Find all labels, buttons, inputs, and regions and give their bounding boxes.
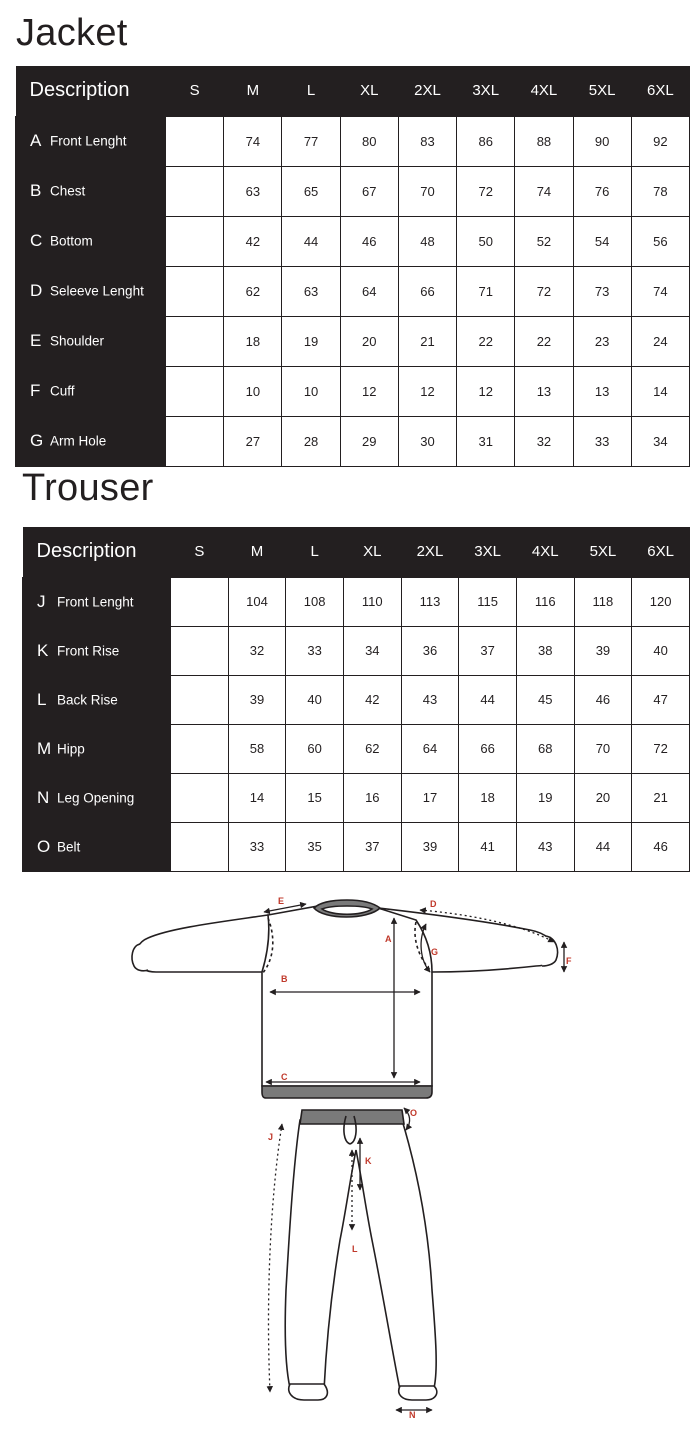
size-value-cell: 16 <box>343 773 401 822</box>
size-value-cell: 118 <box>574 577 632 626</box>
size-value-cell <box>166 116 224 166</box>
size-value-cell <box>166 416 224 466</box>
row-label: Back Rise <box>57 692 118 707</box>
size-value-cell <box>171 626 229 675</box>
table-row <box>23 773 690 822</box>
size-value-cell: 19 <box>516 773 574 822</box>
row-description <box>16 166 166 216</box>
size-value-cell: 44 <box>459 675 517 724</box>
diagram-label-e: E <box>278 896 285 906</box>
size-value-cell: 27 <box>224 416 282 466</box>
size-value-cell: 83 <box>398 116 456 166</box>
size-value-cell: 13 <box>515 366 573 416</box>
size-value-cell: 37 <box>459 626 517 675</box>
row-letter: M <box>37 738 52 758</box>
size-value-cell: 44 <box>282 216 340 266</box>
size-value-cell: 28 <box>282 416 340 466</box>
size-value-cell: 90 <box>573 116 631 166</box>
jacket-left-sleeve <box>136 915 269 972</box>
size-value-cell: 21 <box>398 316 456 366</box>
size-value-cell: 35 <box>286 822 344 871</box>
size-value-cell: 22 <box>515 316 573 366</box>
row-label: Hipp <box>57 741 85 756</box>
size-value-cell: 66 <box>459 724 517 773</box>
size-value-cell: 10 <box>224 366 282 416</box>
column-header-l: L <box>282 66 340 116</box>
size-value-cell: 42 <box>343 675 401 724</box>
size-value-cell: 74 <box>515 166 573 216</box>
size-value-cell: 71 <box>457 266 515 316</box>
row-letter: A <box>30 131 42 150</box>
size-value-cell: 29 <box>340 416 398 466</box>
row-description <box>23 675 171 724</box>
size-value-cell: 30 <box>398 416 456 466</box>
table-row <box>23 724 690 773</box>
column-header-description: Description <box>16 66 166 116</box>
jacket-collar-inner <box>322 906 372 914</box>
size-value-cell: 17 <box>401 773 459 822</box>
table-row <box>16 266 690 316</box>
size-value-cell: 64 <box>340 266 398 316</box>
size-value-cell: 46 <box>574 675 632 724</box>
size-value-cell: 39 <box>228 675 286 724</box>
size-value-cell: 74 <box>224 116 282 166</box>
size-value-cell: 116 <box>516 577 574 626</box>
size-value-cell: 60 <box>286 724 344 773</box>
row-label: Cuff <box>50 383 75 399</box>
diagram-label-d: D <box>430 899 437 909</box>
row-description <box>23 822 171 871</box>
size-value-cell: 18 <box>459 773 517 822</box>
size-value-cell: 70 <box>398 166 456 216</box>
row-letter: K <box>37 640 49 660</box>
size-value-cell: 44 <box>574 822 632 871</box>
table-row <box>23 822 690 871</box>
size-value-cell: 33 <box>573 416 631 466</box>
size-value-cell: 33 <box>228 822 286 871</box>
column-header-s: S <box>171 527 229 577</box>
size-value-cell: 63 <box>224 166 282 216</box>
column-header-2xl: 2XL <box>398 66 456 116</box>
size-value-cell: 113 <box>401 577 459 626</box>
jacket-size-table <box>15 66 690 467</box>
column-header-xl: XL <box>340 66 398 116</box>
size-value-cell: 41 <box>459 822 517 871</box>
row-letter: B <box>30 181 42 200</box>
size-value-cell: 32 <box>515 416 573 466</box>
size-value-cell: 46 <box>340 216 398 266</box>
size-value-cell: 115 <box>459 577 517 626</box>
size-value-cell <box>166 166 224 216</box>
size-value-cell <box>166 266 224 316</box>
table-row <box>16 116 690 166</box>
size-value-cell <box>171 822 229 871</box>
size-value-cell: 23 <box>573 316 631 366</box>
row-label: Shoulder <box>50 333 105 349</box>
row-label: Front Rise <box>57 643 120 658</box>
size-value-cell: 14 <box>631 366 689 416</box>
diagram-label-j: J <box>268 1132 274 1142</box>
size-value-cell: 78 <box>631 166 689 216</box>
size-value-cell: 39 <box>574 626 632 675</box>
size-value-cell: 43 <box>516 822 574 871</box>
diagram-label-a: A <box>385 934 392 944</box>
table-row <box>16 416 690 466</box>
diagram-label-g: G <box>431 947 439 957</box>
column-header-4xl: 4XL <box>516 527 574 577</box>
row-description <box>16 366 166 416</box>
diagram-label-b: B <box>281 974 288 984</box>
row-letter: N <box>37 787 50 807</box>
row-description <box>23 577 171 626</box>
size-value-cell: 18 <box>224 316 282 366</box>
size-value-cell: 80 <box>340 116 398 166</box>
size-value-cell: 92 <box>631 116 689 166</box>
row-description <box>16 316 166 366</box>
jacket-header-row <box>16 66 690 116</box>
column-header-4xl: 4XL <box>515 66 573 116</box>
size-value-cell: 38 <box>516 626 574 675</box>
size-value-cell: 70 <box>574 724 632 773</box>
size-value-cell: 68 <box>516 724 574 773</box>
row-letter: L <box>37 689 47 709</box>
size-value-cell: 10 <box>282 366 340 416</box>
row-description <box>23 724 171 773</box>
size-value-cell: 64 <box>401 724 459 773</box>
size-value-cell <box>171 773 229 822</box>
size-value-cell: 62 <box>343 724 401 773</box>
column-header-l: L <box>286 527 344 577</box>
row-label: Seleeve Lenght <box>50 283 144 299</box>
size-value-cell: 47 <box>632 675 690 724</box>
size-value-cell: 50 <box>457 216 515 266</box>
column-header-3xl: 3XL <box>457 66 515 116</box>
size-value-cell: 22 <box>457 316 515 366</box>
size-value-cell: 104 <box>228 577 286 626</box>
measure-line-j <box>269 1124 283 1392</box>
size-value-cell: 120 <box>632 577 690 626</box>
size-value-cell: 12 <box>398 366 456 416</box>
size-value-cell <box>171 577 229 626</box>
diagram-label-n: N <box>409 1410 416 1420</box>
row-letter: O <box>37 836 51 856</box>
trouser-outline <box>285 1120 436 1390</box>
size-value-cell: 66 <box>398 266 456 316</box>
size-value-cell: 63 <box>282 266 340 316</box>
row-label: Leg Opening <box>57 790 135 805</box>
row-description <box>16 266 166 316</box>
row-label: Front Lenght <box>50 133 127 149</box>
table-row <box>23 577 690 626</box>
trouser-waistband <box>300 1110 404 1124</box>
column-header-5xl: 5XL <box>574 527 632 577</box>
row-description <box>23 773 171 822</box>
size-value-cell: 20 <box>574 773 632 822</box>
size-value-cell: 73 <box>573 266 631 316</box>
column-header-description: Description <box>23 527 171 577</box>
table-row <box>16 216 690 266</box>
size-value-cell: 20 <box>340 316 398 366</box>
column-header-5xl: 5XL <box>573 66 631 116</box>
row-label: Bottom <box>50 233 93 249</box>
size-value-cell: 19 <box>282 316 340 366</box>
size-value-cell: 40 <box>632 626 690 675</box>
column-header-2xl: 2XL <box>401 527 459 577</box>
row-description <box>16 116 166 166</box>
size-value-cell: 45 <box>516 675 574 724</box>
size-value-cell: 31 <box>457 416 515 466</box>
table-row <box>23 675 690 724</box>
column-header-m: M <box>224 66 282 116</box>
jacket-drawing <box>132 900 558 1098</box>
size-value-cell: 32 <box>228 626 286 675</box>
size-value-cell: 77 <box>282 116 340 166</box>
size-value-cell: 110 <box>343 577 401 626</box>
size-value-cell: 43 <box>401 675 459 724</box>
measure-line-o <box>404 1108 410 1130</box>
row-letter: J <box>37 591 46 611</box>
size-value-cell: 36 <box>401 626 459 675</box>
size-value-cell: 72 <box>632 724 690 773</box>
jacket-body <box>262 906 432 1086</box>
size-value-cell: 15 <box>286 773 344 822</box>
row-letter: G <box>30 431 44 450</box>
table-row <box>23 626 690 675</box>
trouser-right-cuff <box>399 1386 437 1400</box>
size-value-cell: 48 <box>398 216 456 266</box>
size-value-cell: 37 <box>343 822 401 871</box>
size-value-cell: 108 <box>286 577 344 626</box>
size-value-cell: 21 <box>632 773 690 822</box>
size-value-cell: 74 <box>631 266 689 316</box>
row-label: Arm Hole <box>50 433 107 449</box>
column-header-3xl: 3XL <box>459 527 517 577</box>
size-value-cell <box>171 675 229 724</box>
row-letter: E <box>30 331 42 350</box>
size-value-cell: 40 <box>286 675 344 724</box>
diagram-label-o: O <box>410 1108 418 1118</box>
size-value-cell: 12 <box>340 366 398 416</box>
row-letter: D <box>30 281 43 300</box>
size-value-cell: 39 <box>401 822 459 871</box>
size-value-cell: 58 <box>228 724 286 773</box>
row-label: Belt <box>57 839 81 854</box>
size-value-cell <box>166 366 224 416</box>
size-value-cell: 62 <box>224 266 282 316</box>
size-value-cell <box>171 724 229 773</box>
size-value-cell: 65 <box>282 166 340 216</box>
row-letter: F <box>30 381 41 400</box>
diagram-label-c: C <box>281 1072 288 1082</box>
size-value-cell: 88 <box>515 116 573 166</box>
trouser-size-table <box>22 527 690 872</box>
column-header-s: S <box>166 66 224 116</box>
row-letter: C <box>30 231 43 250</box>
size-value-cell <box>166 316 224 366</box>
size-value-cell: 24 <box>631 316 689 366</box>
size-value-cell: 72 <box>515 266 573 316</box>
size-value-cell: 56 <box>631 216 689 266</box>
diagram-label-k: K <box>365 1156 372 1166</box>
size-value-cell: 86 <box>457 116 515 166</box>
table-row <box>16 316 690 366</box>
row-description <box>16 416 166 466</box>
size-value-cell: 46 <box>632 822 690 871</box>
size-value-cell: 76 <box>573 166 631 216</box>
size-value-cell: 14 <box>228 773 286 822</box>
column-header-6xl: 6XL <box>631 66 689 116</box>
size-value-cell: 72 <box>457 166 515 216</box>
table-row <box>16 166 690 216</box>
diagram-label-l: L <box>352 1244 358 1254</box>
row-label: Front Lenght <box>57 594 134 609</box>
size-value-cell: 54 <box>573 216 631 266</box>
column-header-m: M <box>228 527 286 577</box>
row-description <box>16 216 166 266</box>
trouser-left-cuff <box>289 1384 328 1400</box>
row-description <box>23 626 171 675</box>
column-header-6xl: 6XL <box>632 527 690 577</box>
trouser-drawing <box>285 1110 437 1400</box>
row-label: Chest <box>50 183 86 199</box>
size-value-cell: 42 <box>224 216 282 266</box>
trouser-section-title: Trouser <box>22 467 154 509</box>
diagram-label-f: F <box>566 956 572 966</box>
column-header-xl: XL <box>343 527 401 577</box>
size-value-cell: 52 <box>515 216 573 266</box>
size-value-cell: 67 <box>340 166 398 216</box>
jacket-section-title: Jacket <box>16 12 128 54</box>
size-value-cell: 33 <box>286 626 344 675</box>
size-value-cell: 12 <box>457 366 515 416</box>
size-value-cell: 34 <box>343 626 401 675</box>
table-row <box>16 366 690 416</box>
size-value-cell: 34 <box>631 416 689 466</box>
trouser-header-row <box>23 527 690 577</box>
size-value-cell: 13 <box>573 366 631 416</box>
jacket-hem <box>262 1086 432 1098</box>
garment-measurement-diagram <box>0 880 700 1440</box>
size-value-cell <box>166 216 224 266</box>
